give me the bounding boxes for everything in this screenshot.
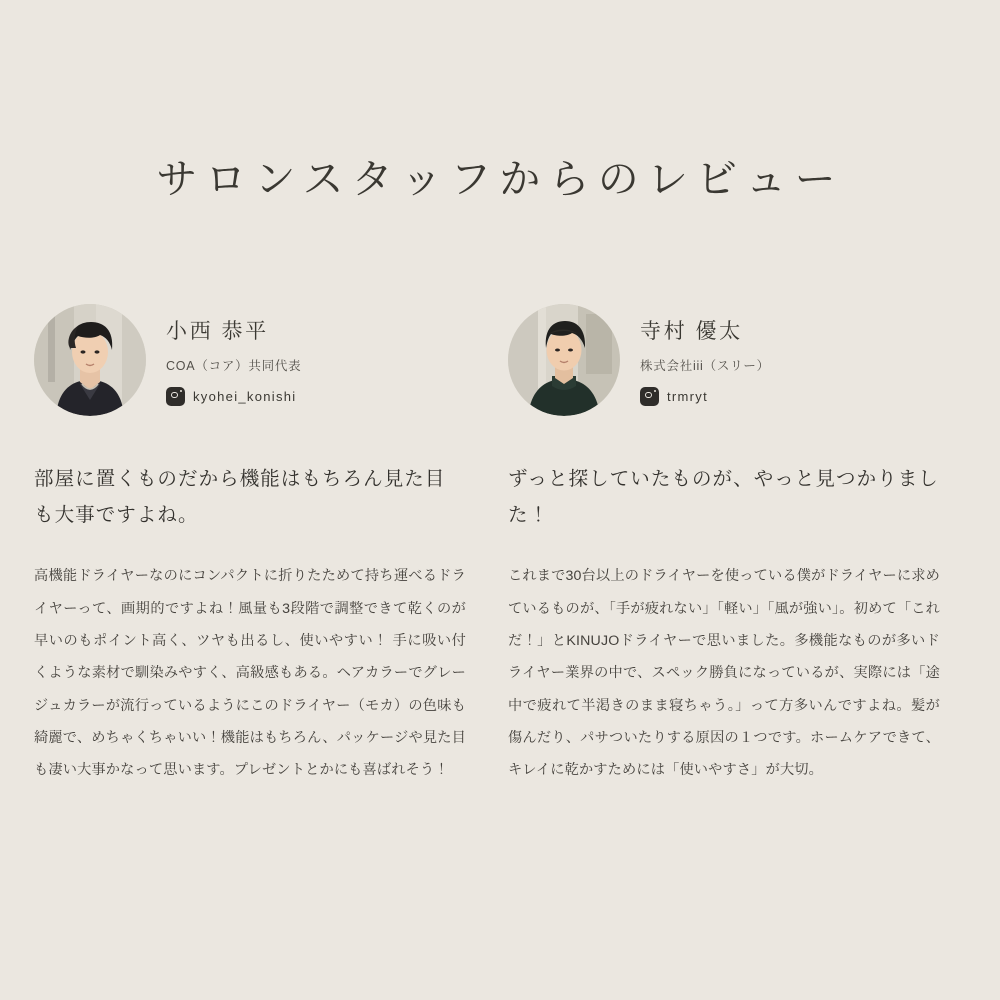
sns-handle[interactable]: kyohei_konishi — [193, 388, 297, 404]
person-name: 寺村 優太 — [640, 318, 743, 343]
avatar — [34, 304, 146, 416]
review-card-2 — [508, 300, 940, 787]
person-role: COA（コア）共同代表 — [166, 358, 302, 373]
sns-row[interactable] — [166, 387, 466, 406]
page-title: サロンスタッフからのレビュー — [156, 156, 844, 202]
review-card-1 — [34, 300, 466, 787]
profile-text — [640, 315, 940, 406]
sns-row[interactable] — [640, 387, 940, 406]
instagram-icon[interactable] — [640, 387, 659, 406]
review-body: 高機能ドライヤーなのにコンパクトに折りたためて持ち運べるドライヤーって、画期的ですよね！風量も3段階で調整できて乾くのが早いのもポイント高く、ツヤも出るし、使いやすい！ 手に吸い付くような素材で馴染みやすく、高級感もある。ヘアカラーでグレージュカラーが流行っているようにこのドライヤー（モカ）の色味も綺麗で、めちゃくちゃいい！機能はもちろん、パッケージや見た目も凄い大事かなって思います。プレゼントとかにも喜ばれそう！ — [34, 568, 466, 779]
person-role: 株式会社iii（スリー） — [640, 358, 770, 373]
avatar — [508, 304, 620, 416]
review-headline: 部屋に置くものだから機能はもちろん見た目も大事ですよね。 — [34, 469, 446, 527]
profile-2 — [508, 300, 940, 420]
reviews-container — [0, 300, 1000, 787]
profile-text — [166, 315, 466, 406]
profile-1 — [34, 300, 466, 420]
review-body: これまで30台以上のドライヤーを使っている僕がドライヤーに求めているものが、「手が疲れない」「軽い」「風が強い」。初めて「これだ！」とKINUJOドライヤーで思いました。多機能なものが多いドライヤー業界の中で、スペック勝負になっているが、実際には「途中で疲れて半渇きのまま寝ちゃう。」って方多いんですよね。髪が傷んだり、パサついたりする原因の１つです。ホームケアできて、キレイに乾かすためには「使いやすさ」が大切。 — [508, 568, 940, 779]
person-name: 小西 恭平 — [166, 318, 269, 343]
review-headline: ずっと探していたものが、やっと見つかりました！ — [508, 469, 939, 527]
instagram-icon[interactable] — [166, 387, 185, 406]
sns-handle[interactable]: trmryt — [667, 388, 709, 404]
